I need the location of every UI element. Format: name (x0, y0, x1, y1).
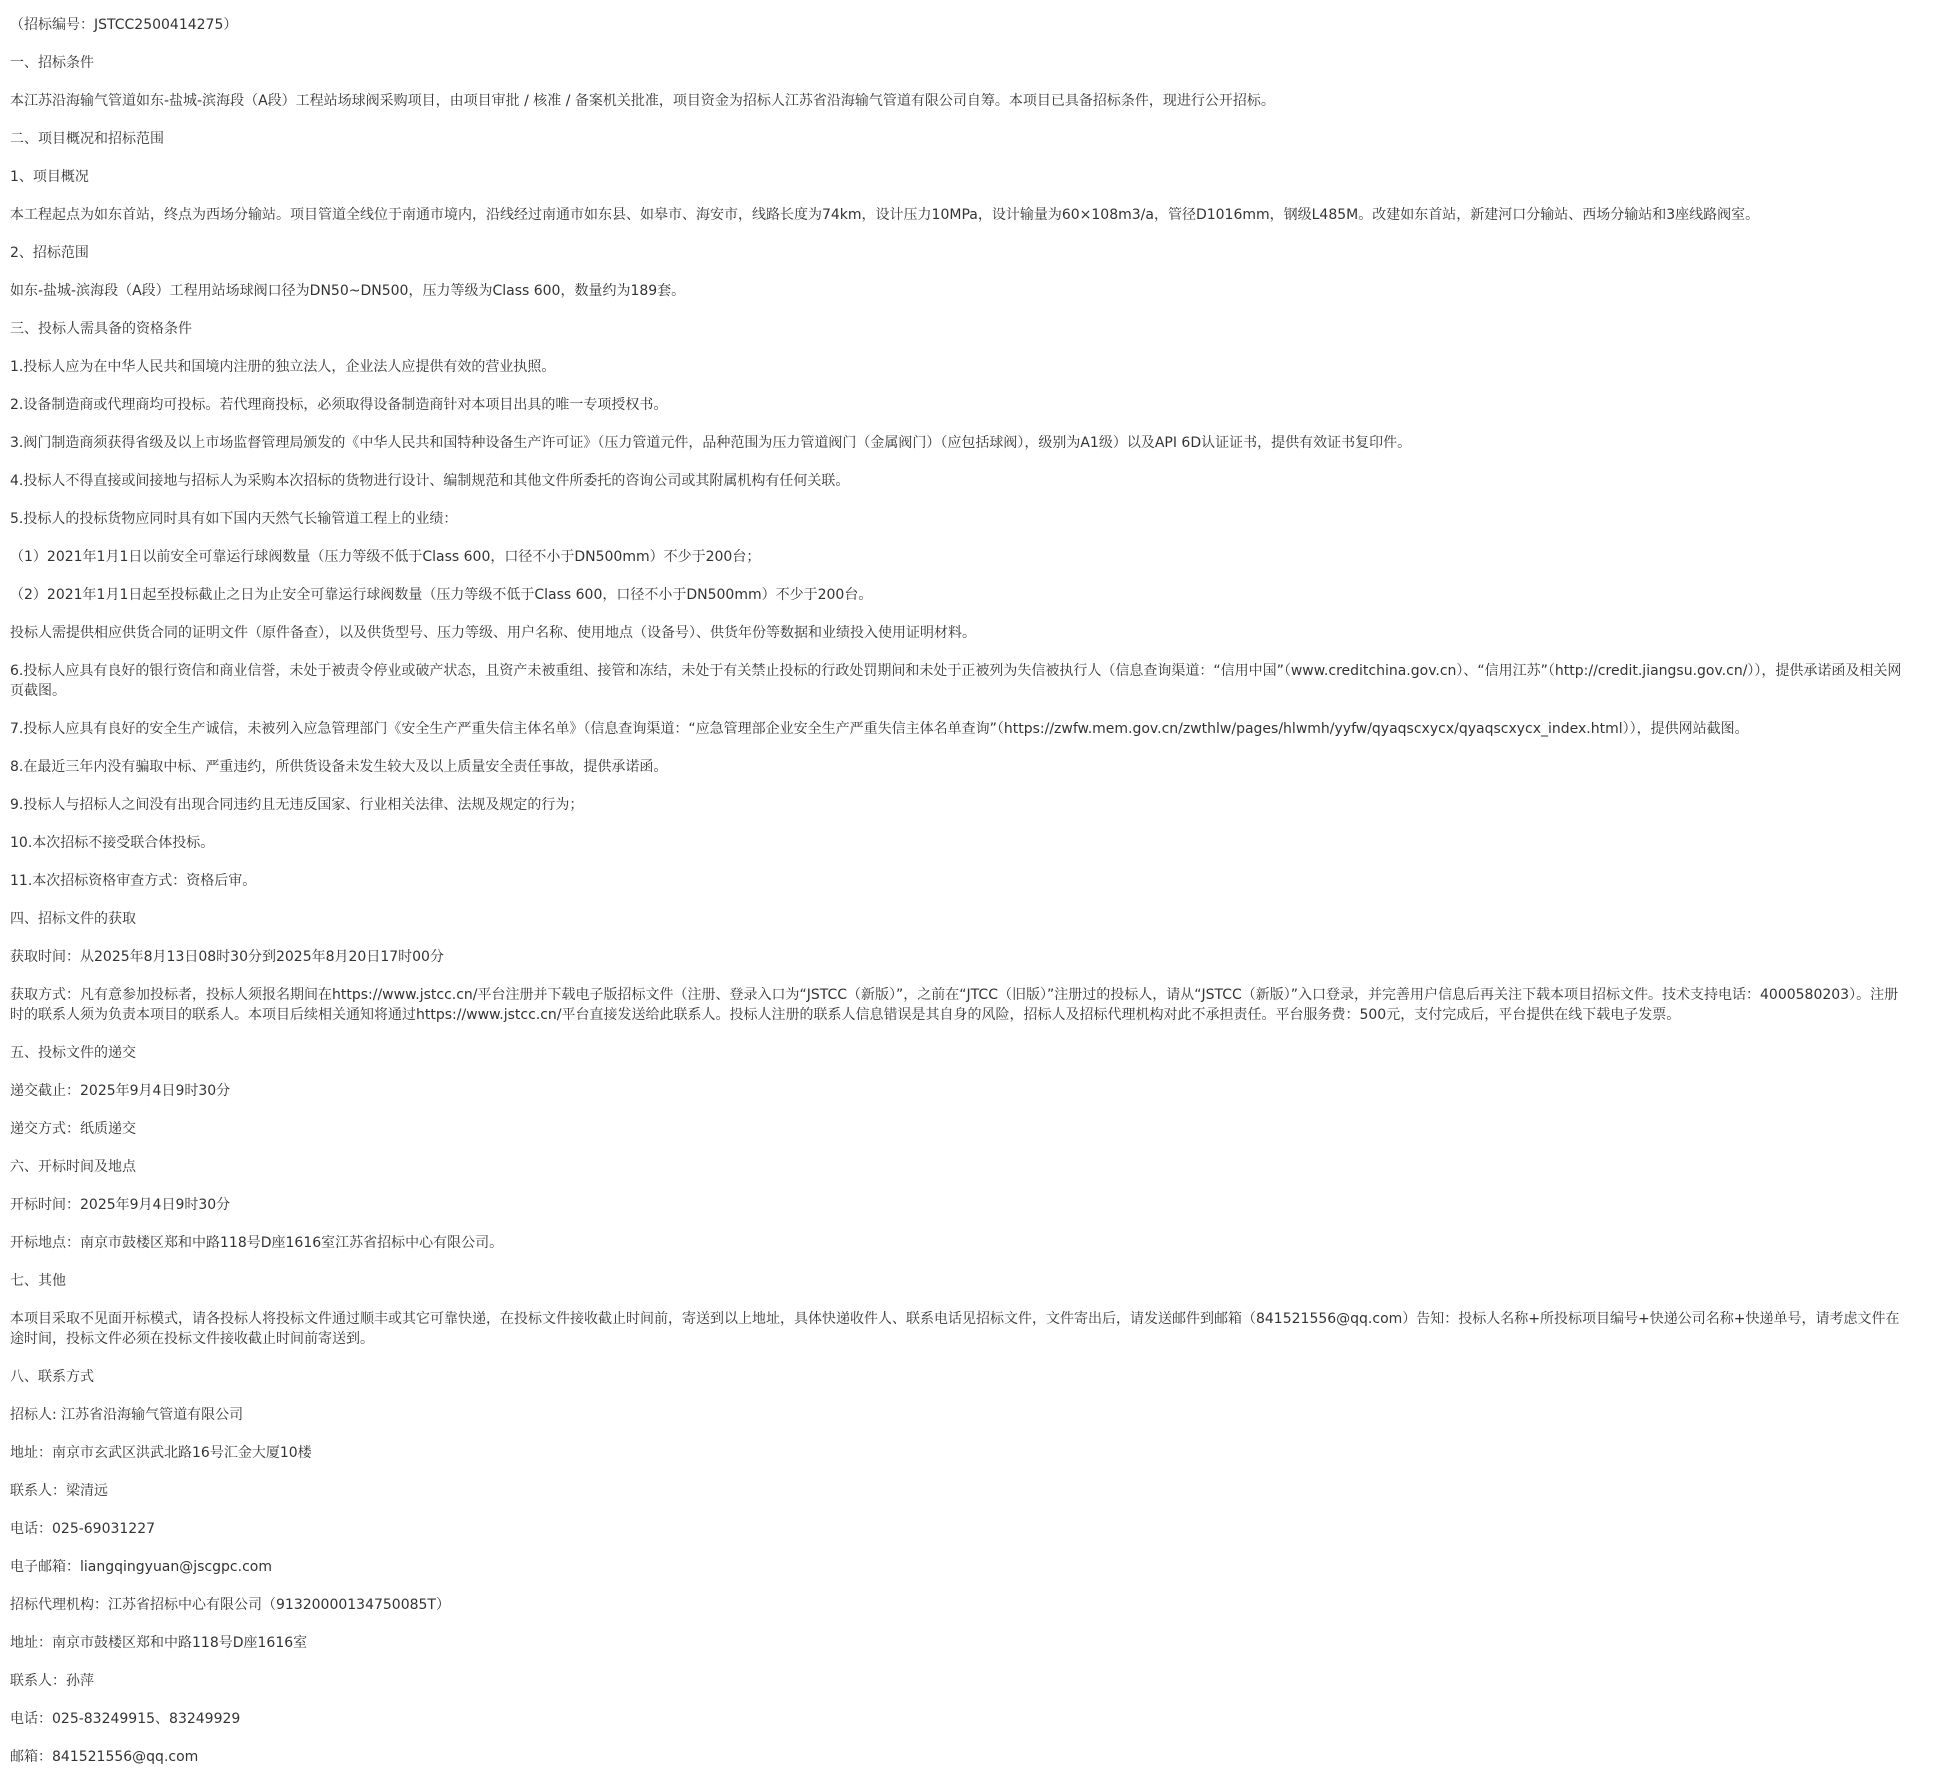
qualification-subitem: （2）2021年1月1日起至投标截止之日为止安全可靠运行球阀数量（压力等级不低于Class 600，口径不小于DN500mm）不少于200台。 (10, 587, 873, 603)
contact-line: 联系人：梁清远 (10, 1483, 108, 1499)
paragraph: 开标地点：南京市鼓楼区郑和中路118号D座1616室江苏省招标中心有限公司。 (10, 1235, 504, 1251)
contact-line: 电话：025-69031227 (10, 1521, 156, 1537)
qualification-item: 10.本次招标不接受联合体投标。 (10, 835, 215, 851)
subsection-heading: 2、招标范围 (10, 245, 89, 261)
qualification-item: 4.投标人不得直接或间接地与招标人为采购本次招标的货物进行设计、编制规范和其他文件所委托的咨询公司或其附属机构有任何关联。 (10, 473, 850, 489)
paragraph: 递交方式：纸质递交 (10, 1121, 136, 1137)
section-heading-7: 七、其他 (10, 1273, 66, 1289)
qualification-item: 5.投标人的投标货物应同时具有如下国内天然气长输管道工程上的业绩： (10, 511, 458, 527)
qualification-item: 1.投标人应为在中华人民共和国境内注册的独立法人，企业法人应提供有效的营业执照。 (10, 359, 556, 375)
qualification-item: 3.阀门制造商须获得省级及以上市场监督管理局颁发的《中华人民共和国特种设备生产许可证》（压力管道元件，品种范围为压力管道阀门（金属阀门）（应包括球阀），级别为A1级）以及API 6D认证证书，提供有效证书复印件。 (10, 435, 1412, 451)
qualification-item: 11.本次招标资格审查方式：资格后审。 (10, 873, 257, 889)
paragraph: 获取时间：从2025年8月13日08时30分到2025年8月20日17时00分 (10, 949, 444, 965)
contact-line: 地址：南京市鼓楼区郑和中路118号D座1616室 (10, 1635, 308, 1651)
section-heading-3: 三、投标人需具备的资格条件 (10, 321, 192, 337)
section-heading-8: 八、联系方式 (10, 1369, 94, 1385)
paragraph: 递交截止：2025年9月4日9时30分 (10, 1083, 231, 1099)
qualification-item: 7.投标人应具有良好的安全生产诚信，未被列入应急管理部门《安全生产严重失信主体名单》（信息查询渠道：“应急管理部企业安全生产严重失信主体名单查询”（https://zwfw.mem.gov.cn/zwthlw/pages/hlwmh/yyfw/qyaqscxycx/qyaqscxycx_index.html）），提供网站截图。 (10, 721, 1749, 737)
paragraph: 如东-盐城-滨海段（A段）工程用站场球阀口径为DN50~DN500，压力等级为Class 600，数量约为189套。 (10, 283, 686, 299)
section-heading-6: 六、开标时间及地点 (10, 1159, 136, 1175)
qualification-item: 9.投标人与招标人之间没有出现合同违约且无违反国家、行业相关法律、法规及规定的行为； (10, 797, 584, 813)
contact-line: 电话：025-83249915、83249929 (10, 1711, 241, 1727)
contact-line: 招标代理机构：江苏省招标中心有限公司（91320000134750085T） (10, 1597, 450, 1613)
qualification-item: 2.设备制造商或代理商均可投标。若代理商投标，必须取得设备制造商针对本项目出具的唯一专项授权书。 (10, 397, 668, 413)
section-heading-2: 二、项目概况和招标范围 (10, 131, 164, 147)
tender-number: （招标编号：JSTCC2500414275） (10, 17, 238, 33)
contact-line: 邮箱：841521556@qq.com (10, 1749, 199, 1765)
contact-line: 地址：南京市玄武区洪武北路16号汇金大厦10楼 (10, 1445, 312, 1461)
subsection-heading: 1、项目概况 (10, 169, 89, 185)
qualification-item: 6.投标人应具有良好的银行资信和商业信誉，未处于被责令停业或破产状态，且资产未被重组、接管和冻结，未处于有关禁止投标的行政处罚期间和未处于正被列为失信被执行人（信息查询渠道：“信用中国”（www.creditchina.gov.cn）、“信用江苏”（http://credit.jiangsu.gov.cn/）），提供承诺函及相关网页截图。 (10, 663, 1902, 699)
section-heading-1: 一、招标条件 (10, 55, 94, 71)
section-heading-5: 五、投标文件的递交 (10, 1045, 136, 1061)
paragraph: 本工程起点为如东首站，终点为西场分输站。项目管道全线位于南通市境内，沿线经过南通市如东县、如皋市、海安市，线路长度为74km，设计压力10MPa，设计输量为60×108m3/a，管径D1016mm，钢级L485M。改建如东首站，新建河口分输站、西场分输站和3座线路阀室。 (10, 207, 1760, 223)
qualification-subitem: （1）2021年1月1日以前安全可靠运行球阀数量（压力等级不低于Class 600，口径不小于DN500mm）不少于200台； (10, 549, 761, 565)
contact-line: 招标人: 江苏省沿海输气管道有限公司 (10, 1407, 244, 1423)
contact-line: 电子邮箱：liangqingyuan@jscgpc.com (10, 1559, 272, 1575)
paragraph: 本江苏沿海输气管道如东-盐城-滨海段（A段）工程站场球阀采购项目，由项目审批 / 核准 / 备案机关批准，项目资金为招标人江苏省沿海输气管道有限公司自筹。本项目已具备招标条件，现进行公开招标。 (10, 93, 1275, 109)
paragraph: 本项目采取不见面开标模式，请各投标人将投标文件通过顺丰或其它可靠快递，在投标文件接收截止时间前，寄送到以上地址，具体快递收件人、联系电话见招标文件，文件寄出后，请发送邮件到邮箱（841521556@qq.com）告知：投标人名称+所投标项目编号+快递公司名称+快递单号，请考虑文件在途时间，投标文件必须在投标文件接收截止时间前寄送到。 (10, 1311, 1900, 1347)
paragraph: 获取方式：凡有意参加投标者，投标人须报名期间在https://www.jstcc.cn/平台注册并下载电子版招标文件（注册、登录入口为“JSTCC（新版）”，之前在“JTCC（旧版）”注册过的投标人，请从“JSTCC（新版）”入口登录，并完善用户信息后再关注下载本项目招标文件。技术支持电话：4000580203）。注册时的联系人须为负责本项目的联系人。本项目后续相关通知将通过https://www.jstcc.cn/平台直接发送给此联系人。投标人注册的联系人信息错误是其自身的风险，招标人及招标代理机构对此不承担责任。平台服务费：500元，支付完成后，平台提供在线下载电子发票。 (10, 987, 1899, 1023)
paragraph: 投标人需提供相应供货合同的证明文件（原件备查），以及供货型号、压力等级、用户名称、使用地点（设备号）、供货年份等数据和业绩投入使用证明材料。 (10, 625, 976, 641)
qualification-item: 8.在最近三年内没有骗取中标、严重违约，所供货设备未发生较大及以上质量安全责任事故，提供承诺函。 (10, 759, 668, 775)
contact-line: 联系人：孙萍 (10, 1673, 94, 1689)
paragraph: 开标时间：2025年9月4日9时30分 (10, 1197, 231, 1213)
section-heading-4: 四、招标文件的获取 (10, 911, 136, 927)
